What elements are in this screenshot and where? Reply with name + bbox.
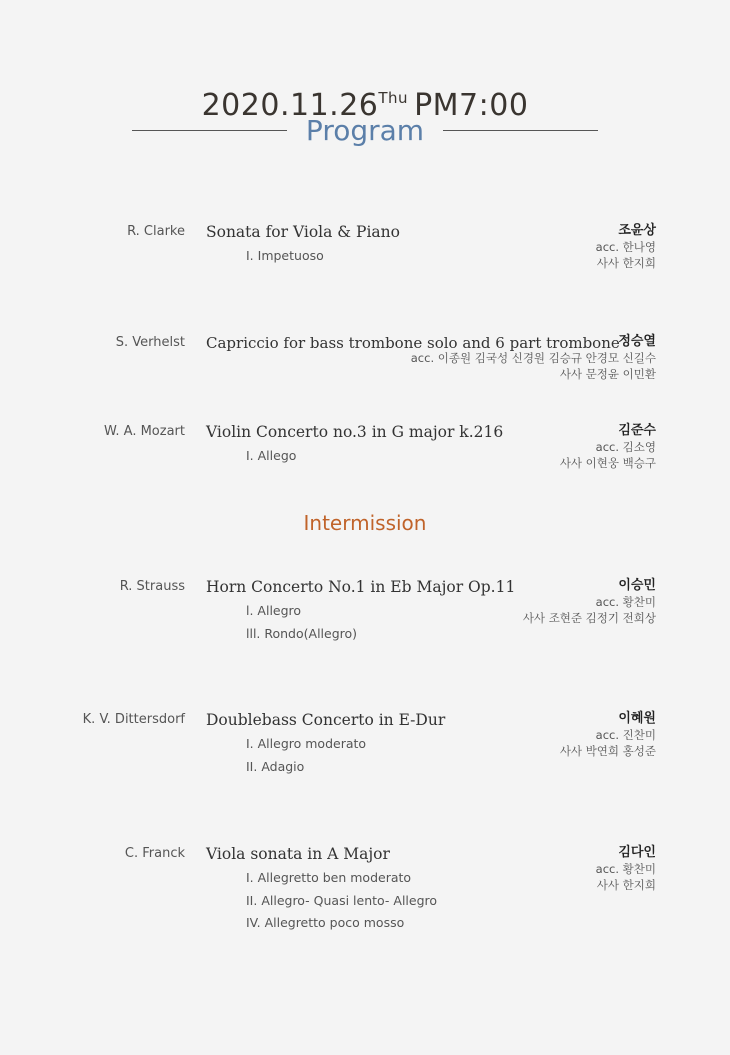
movement: lll. Rondo(Allegro) (246, 625, 358, 641)
title-rule-right (443, 130, 598, 131)
movement: IV. Allegretto poco mosso (246, 915, 405, 930)
concert-date: 2020.11.26 (201, 88, 379, 123)
movement-list (246, 600, 357, 645)
teacher: 사사 한지희 (596, 878, 656, 892)
movement: II. Allegro- Quasi lento- Allegro (246, 892, 438, 908)
teacher: 사사 문정윤 이민환 (559, 367, 656, 381)
movement: I. Impetuoso (246, 248, 324, 263)
intermission-label: Intermission (303, 511, 427, 535)
work-title: Viola sonata in A Major (206, 845, 390, 863)
work-title: Horn Concerto No.1 in Eb Major Op.11 (206, 578, 516, 596)
accompanist: acc. 김소영 (595, 440, 656, 454)
performer-block (560, 711, 656, 759)
composer-name: R. Strauss (119, 579, 185, 594)
teacher: 사사 이현웅 백승구 (559, 456, 656, 470)
movement: I. Allegretto ben moderato (246, 870, 412, 885)
performer-block (596, 223, 656, 271)
soloist-name: 김다인 (618, 845, 656, 860)
movement-list (246, 733, 366, 778)
accompanist: acc. 황찬미 (595, 595, 656, 609)
movement: II. Adagio (246, 758, 305, 774)
work-title: Capriccio for bass trombone solo and 6 part trombone (206, 334, 620, 352)
program-title-row (0, 112, 730, 148)
performer-block (523, 578, 656, 626)
accompanist: acc. 진찬미 (595, 728, 656, 742)
accompanist: acc. 황찬미 (595, 862, 656, 876)
composer-name: S. Verhelst (115, 335, 185, 350)
work-title: Sonata for Viola & Piano (206, 223, 400, 241)
movement: l. Allegro (246, 603, 302, 618)
performer-block (411, 334, 656, 382)
concert-time: PM7:00 (414, 88, 529, 123)
movement: I. Allegro moderato (246, 736, 367, 751)
movement-list (246, 867, 437, 935)
movement-list (246, 245, 324, 268)
teacher: 사사 박연희 홍성준 (559, 744, 656, 758)
soloist-name: 이혜원 (618, 711, 656, 726)
composer-name: C. Franck (124, 846, 185, 861)
composer-name: K. V. Dittersdorf (82, 712, 185, 727)
soloist-name: 조윤상 (618, 223, 656, 238)
concert-day: Thu (378, 89, 409, 107)
accompanist: acc. 이종원 김국성 신경원 김승규 안경모 신길수 (410, 351, 656, 365)
work-title: Doublebass Concerto in E-Dur (206, 711, 446, 729)
accompanist: acc. 한나영 (595, 240, 656, 254)
performer-block (560, 423, 656, 471)
movement: I. Allego (246, 448, 297, 463)
soloist-name: 김준수 (618, 423, 656, 438)
composer-name: R. Clarke (127, 224, 185, 239)
soloist-name: 이승민 (618, 578, 656, 593)
program-title: Program (305, 114, 425, 147)
teacher: 사사 조현준 김정기 전희상 (522, 611, 656, 625)
teacher: 사사 한지희 (596, 256, 656, 270)
soloist-name: 정승열 (618, 334, 656, 349)
performer-block (596, 845, 656, 893)
work-title: Violin Concerto no.3 in G major k.216 (206, 423, 504, 441)
composer-name: W. A. Mozart (104, 424, 185, 439)
movement-list (246, 445, 296, 468)
